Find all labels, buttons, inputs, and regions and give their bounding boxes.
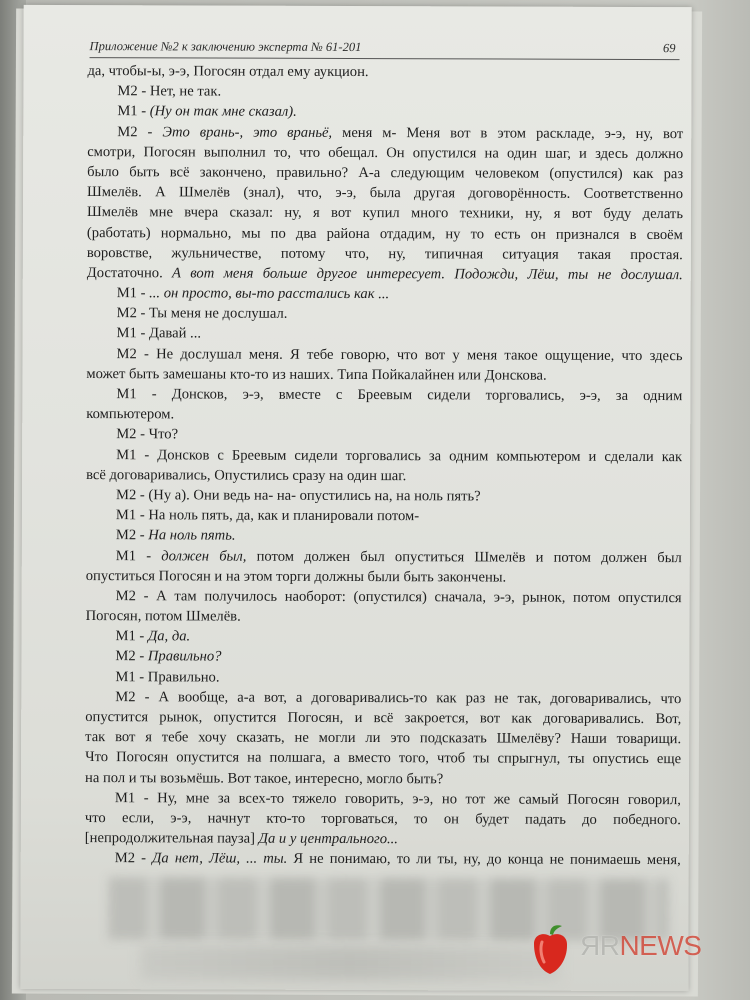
text-segment: М2 - bbox=[117, 123, 163, 140]
italic-segment: Да нет, Лёш, ... ты. bbox=[152, 850, 288, 868]
text-line bbox=[86, 465, 682, 487]
text-line bbox=[87, 243, 683, 265]
text-line bbox=[85, 768, 681, 790]
italic-segment: Это врань-, это враньё, bbox=[162, 123, 333, 141]
text-segment: может быть замешаны кто-то из наших. Типа Пойкалайнен или Донскова. bbox=[86, 365, 547, 384]
text-line bbox=[87, 162, 683, 184]
text-line bbox=[87, 223, 683, 245]
watermark-suffix: NEWS bbox=[619, 930, 702, 961]
text-line bbox=[85, 828, 681, 850]
text-line bbox=[87, 202, 683, 224]
italic-segment: должен был, bbox=[161, 547, 247, 565]
text-line bbox=[87, 101, 683, 123]
text-segment: компьютером. bbox=[86, 406, 175, 423]
text-line bbox=[85, 788, 681, 810]
document-page bbox=[20, 5, 691, 991]
text-segment: М2 - bbox=[115, 527, 149, 544]
italic-segment: (Ну он так мне сказал). bbox=[149, 103, 297, 121]
text-segment: было быть всё закончено, правильно? А-а следующим человеком (опустился) как раз bbox=[87, 163, 684, 183]
text-segment: М1 - Правильно. bbox=[115, 668, 220, 686]
text-segment: М1 - bbox=[117, 103, 150, 120]
text-segment: М1 - bbox=[115, 547, 162, 564]
text-segment: так вот я тебе хочу сказать, не могли ли это подсказать Шмелёву? Наши товарищи. bbox=[85, 729, 682, 748]
text-line bbox=[87, 81, 683, 103]
watermark-text bbox=[580, 930, 701, 962]
italic-segment: На ноль пять. bbox=[148, 527, 236, 544]
text-line bbox=[85, 727, 681, 749]
header-title: Приложение №2 к заключению эксперта № 61-201 bbox=[89, 39, 362, 55]
text-line bbox=[86, 404, 682, 426]
text-segment: М2 - bbox=[115, 648, 148, 665]
text-segment: Достаточно. bbox=[86, 264, 173, 282]
text-segment: воровстве, жульничестве, потому что, ну, типичная ситуация такая простая. bbox=[86, 244, 683, 263]
text-segment: М1 - Донсков, э-э, вместе с Бреевым сидели торговались, э-э, за одним bbox=[116, 386, 683, 405]
text-segment: М1 - bbox=[116, 285, 150, 302]
text-segment: М1 - bbox=[115, 628, 148, 645]
text-segment: смотри, Погосян выполнил то, что обещал. Он опустился на один шаг, и здесь должно bbox=[87, 143, 684, 162]
text-segment: что если, э-э, начнут кто-то торговаться, то он будет падать до победного. bbox=[84, 809, 681, 829]
text-line bbox=[85, 667, 681, 689]
text-line bbox=[86, 384, 682, 406]
text-segment: М1 - Давай ... bbox=[116, 325, 202, 342]
text-segment: Я не понимаю, то ли ты, ну, до конца не понимаешь меня, bbox=[287, 851, 681, 869]
text-segment: М2 - Не дослушал меня. Я тебе говорю, что вот у меня такое ощущение, что здесь bbox=[116, 345, 683, 364]
text-line bbox=[86, 485, 682, 507]
text-line bbox=[86, 546, 682, 568]
text-line bbox=[87, 323, 683, 345]
text-line bbox=[86, 606, 682, 628]
text-segment: М2 - Что? bbox=[116, 426, 179, 443]
text-segment: М2 - А там получилось наоборот: (опустился) сначала, э-э, рынок, потом опустился bbox=[115, 588, 682, 607]
text-segment: опустится рынок, опустится Погосян, и всё закроется, вот как договаривались. Вот, bbox=[85, 709, 682, 728]
page-header bbox=[90, 35, 680, 60]
text-segment: (работать) нормально, мы по два района отдадим, ну то есть он признался в своём bbox=[86, 224, 683, 243]
italic-segment: Правильно? bbox=[147, 648, 222, 665]
text-line bbox=[86, 586, 682, 608]
text-segment: М2 - Ты меня не дослушал. bbox=[116, 305, 288, 323]
text-segment: опуститься Погосян и на этом торги должны были быть закончены. bbox=[85, 567, 507, 586]
text-segment: потом должен был опуститься Шмелёв и потом должен был bbox=[246, 548, 682, 566]
text-line bbox=[86, 364, 682, 386]
text-line bbox=[85, 747, 681, 769]
text-line bbox=[87, 263, 683, 285]
text-segment: Шмелёв. А Шмелёв (знал), что, э-э, была другая договорённость. Соответственно bbox=[87, 184, 684, 203]
watermark-logo bbox=[520, 920, 730, 980]
text-line bbox=[86, 445, 682, 467]
text-line bbox=[87, 61, 683, 83]
text-segment: Что Погосян опустится на полшага, а вместо того, чтоб ты спрыгнул, ты опустись еще bbox=[85, 749, 682, 768]
text-line bbox=[85, 646, 681, 668]
text-segment: [непродолжительная пауза] bbox=[84, 830, 259, 847]
text-line bbox=[85, 707, 681, 729]
text-segment: Шмелёв мне вчера сказал: ну, я вот купил много техники, ну, я вот буду делать bbox=[86, 204, 684, 223]
text-segment: М2 - bbox=[114, 850, 153, 867]
text-line bbox=[86, 525, 682, 547]
text-line bbox=[87, 182, 683, 204]
blurred-text-region-lower bbox=[140, 945, 560, 980]
transcript-text bbox=[85, 61, 684, 871]
text-line bbox=[86, 505, 682, 527]
text-line bbox=[87, 122, 683, 144]
text-line bbox=[86, 566, 682, 588]
pepper-icon bbox=[520, 920, 580, 980]
text-segment: всё договаривались, Опустились сразу на один шаг. bbox=[86, 466, 407, 484]
text-line bbox=[87, 283, 683, 305]
italic-segment: Да и у центрального... bbox=[258, 830, 399, 848]
text-segment: М1 - Донсков с Бреевым сидели торговались за одним компьютером и сделали как bbox=[116, 446, 683, 465]
watermark-prefix: ЯR bbox=[580, 930, 620, 961]
text-segment: М1 - Ну, мне за всех-то тяжело говорить, э-э, но тот же самый Погосян говорил, bbox=[114, 789, 681, 808]
text-line bbox=[85, 848, 681, 870]
text-line bbox=[87, 303, 683, 325]
text-line bbox=[86, 424, 682, 446]
text-segment: М2 - А вообще, а-а вот, а договаривались-то как раз не так, договаривались, что bbox=[115, 688, 682, 707]
italic-segment: ... он просто, вы-то расстались как ... bbox=[149, 285, 390, 303]
italic-segment: Да, да. bbox=[147, 628, 191, 645]
text-line bbox=[85, 808, 681, 830]
italic-segment: А вот меня больше другое интересует. Подожди, Лёш, ты не дослушал. bbox=[172, 265, 683, 284]
text-segment: М2 - Нет, не так. bbox=[117, 83, 222, 100]
text-segment: Погосян, потом Шмелёв. bbox=[85, 608, 241, 625]
text-segment: М2 - (Ну а). Они ведь на- на- опустились на, на ноль пять? bbox=[115, 487, 481, 505]
text-line bbox=[85, 687, 681, 709]
text-segment: на пол и ты возьмёшь. Вот такое, интересно, могло быть? bbox=[84, 769, 444, 787]
text-line bbox=[87, 142, 683, 164]
text-line bbox=[85, 626, 681, 648]
page-number: 69 bbox=[663, 41, 676, 56]
text-line bbox=[86, 344, 682, 366]
text-segment: да, чтобы-ы, э-э, Погосян отдал ему аукцион. bbox=[87, 63, 369, 81]
text-segment: меня м- Меня вот в этом раскладе, э-э, ну, вот bbox=[332, 124, 684, 142]
text-segment: М1 - На ноль пять, да, как и планировали потом- bbox=[115, 507, 420, 525]
